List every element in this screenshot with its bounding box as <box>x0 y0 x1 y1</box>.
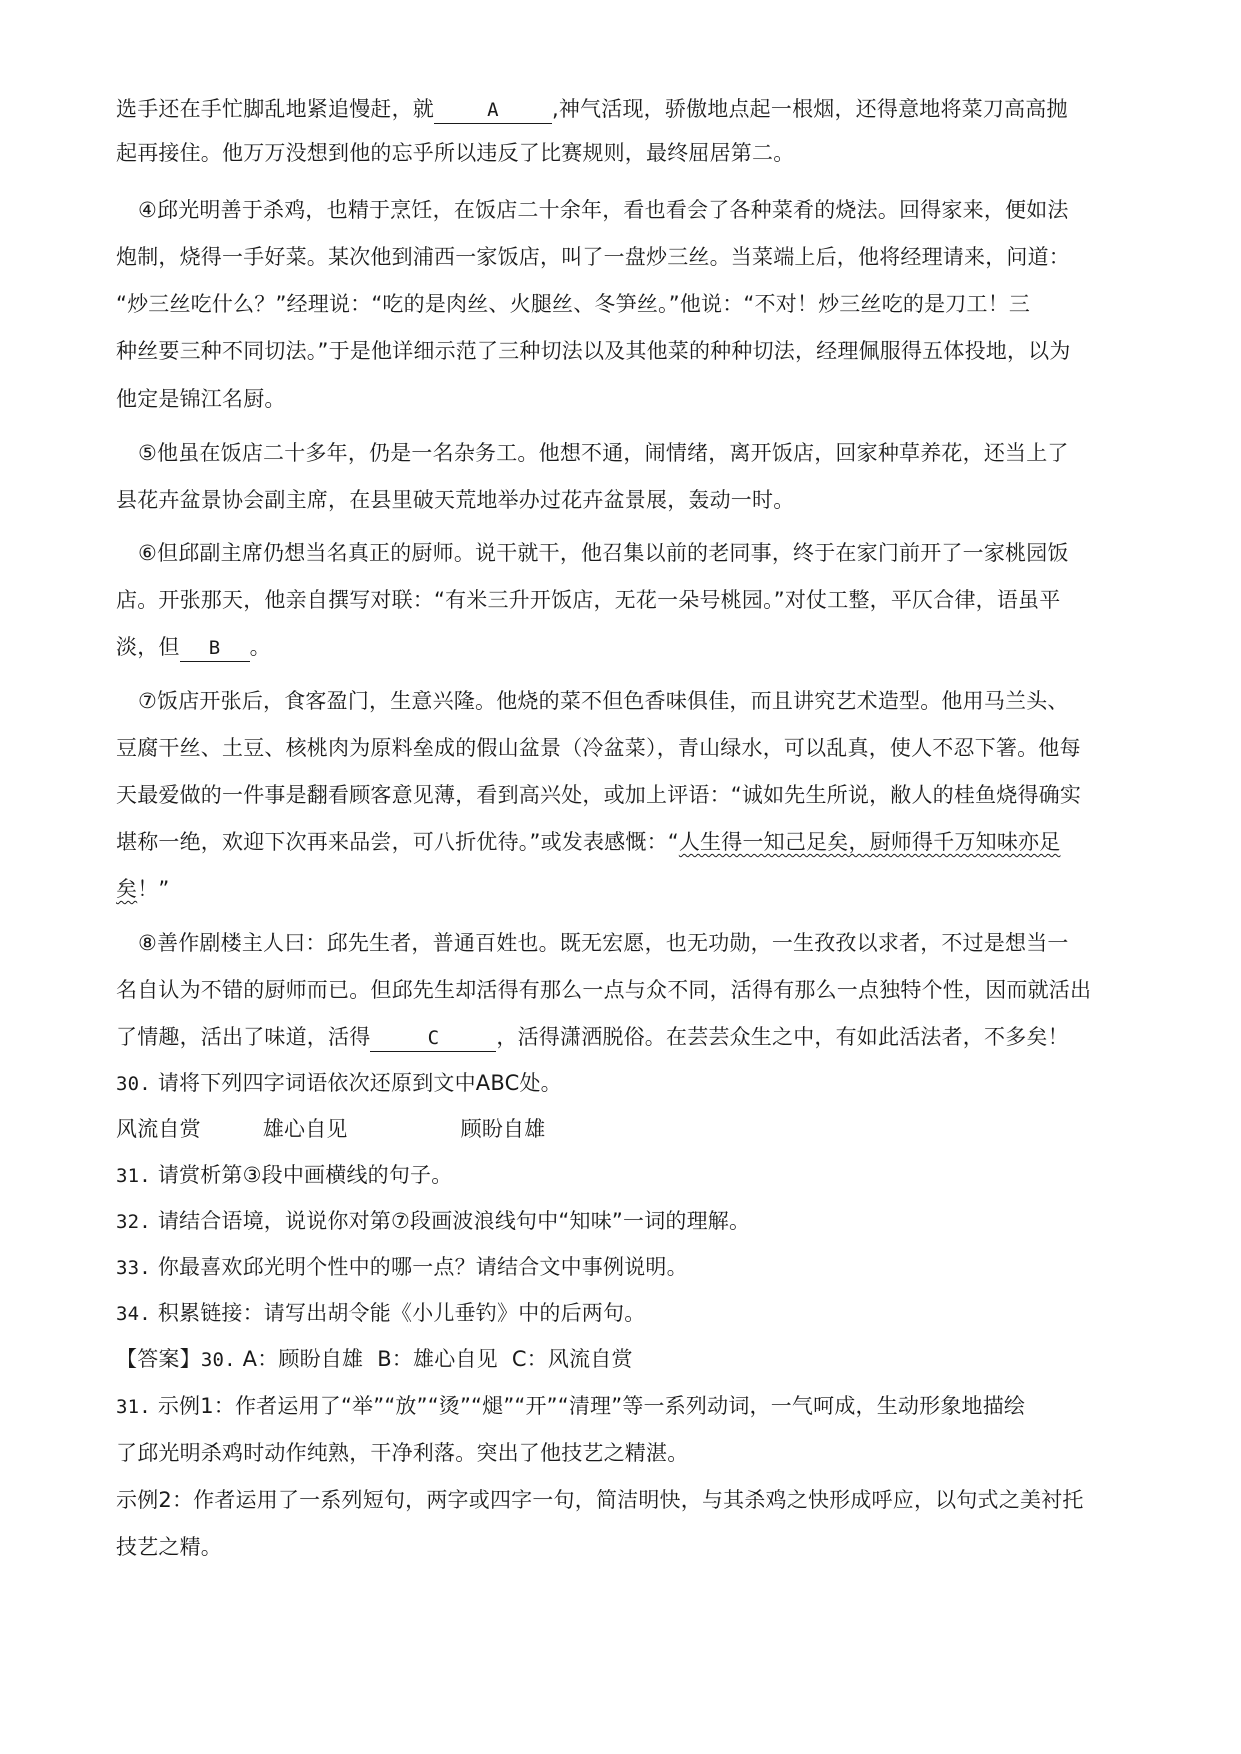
p7-line-5 <box>116 874 169 904</box>
word-option-2: 雄心自见 <box>262 1117 348 1141</box>
answer-30 <box>116 1344 633 1374</box>
p7-line-3: 天最爱做的一件事是翻看顾客意见薄，看到高兴处，或加上评语：“诚如先生所说，敝人的桂鱼烧得确实 <box>116 783 1082 807</box>
p5-line-1: ⑤他虽在饭店二十多年，仍是一名杂务工。他想不通，闹情绪，离开饭店，回家种草养花，还当上了 <box>138 441 1069 465</box>
p5-line-2: 县花卉盆景协会副主席，在县里破天荒地举办过花卉盆景展，轰动一时。 <box>116 488 795 512</box>
p7-line-1: ⑦饭店开张后，食客盈门，生意兴隆。他烧的菜不但色香味俱佳，而且讲究艺术造型。他用马兰头、 <box>138 689 1069 713</box>
p4-line-3: “炒三丝吃什么？”经理说：“吃的是肉丝、火腿丝、冬笋丝。”他说：“不对！炒三丝吃的是刀工！三 <box>116 292 1031 316</box>
p8-text-after-blank-c: ，活得潇洒脱俗。在芸芸众生之中，有如此活法者，不多矣！ <box>496 1025 1069 1049</box>
word-option-3: 顾盼自雄 <box>460 1117 546 1141</box>
p4-line-5: 他定是锦江名厨。 <box>116 387 286 411</box>
answer-31-line-1 <box>116 1391 1025 1421</box>
question-33-number: 33. <box>116 1257 151 1279</box>
question-30 <box>116 1068 562 1098</box>
p7-line-4 <box>116 827 1060 857</box>
p4-line-1: ④邱光明善于杀鸡，也精于烹饪，在饭店二十余年，看也看会了各种菜肴的烧法。回得家来，便如法 <box>138 198 1069 222</box>
answer-31-number: 31. <box>116 1396 151 1418</box>
word-options <box>116 1114 545 1144</box>
p8-line-3 <box>116 1022 1069 1052</box>
p8-line-1: ⑧善作剧楼主人曰：邱先生者，普通百姓也。既无宏愿，也无功勋，一生孜孜以求者，不过是想当一 <box>138 931 1069 955</box>
wavy-underlined-sentence-end: 矣 <box>116 877 138 901</box>
blank-c: C <box>370 1027 496 1052</box>
question-34 <box>116 1298 645 1328</box>
answer-30-c: C：风流自赏 <box>511 1347 633 1371</box>
blank-a: A <box>434 99 552 124</box>
answer-30-a: A：顾盼自雄 <box>242 1347 364 1371</box>
question-32-text: 请结合语境，说说你对第⑦段画波浪线句中“知味”一词的理解。 <box>157 1209 751 1233</box>
p8-text-before-blank-c: 了情趣，活出了味道，活得 <box>116 1025 371 1049</box>
p3-line-1 <box>116 94 1068 124</box>
p4-line-2: 炮制，烧得一手好菜。某次他到浦西一家饭店，叫了一盘炒三丝。当菜端上后，他将经理请来，问道： <box>116 245 1070 269</box>
p7-line-2: 豆腐干丝、土豆、核桃肉为原料垒成的假山盆景（冷盆菜），青山绿水，可以乱真，使人不忍下箸。他每 <box>116 736 1081 760</box>
p6-line-3 <box>116 632 271 662</box>
answer-tag: 【答案】 <box>116 1347 201 1371</box>
question-34-number: 34. <box>116 1303 151 1325</box>
p6-line-2: 店。开张那天，他亲自撰写对联：“有米三升开饭店，无花一朵号桃园。”对仗工整，平仄合律，语虽平 <box>116 588 1061 612</box>
p7-closing-quote: ！” <box>137 877 170 901</box>
question-33-text: 你最喜欢邱光明个性中的哪一点？请结合文中事例说明。 <box>157 1255 688 1279</box>
wavy-underlined-sentence: 人生得一知己足矣，厨师得千万知味亦足 <box>678 830 1061 854</box>
question-32 <box>116 1206 750 1236</box>
blank-b: B <box>180 637 250 662</box>
question-31-number: 31. <box>116 1165 151 1187</box>
question-33 <box>116 1252 688 1282</box>
p3-line-2: 起再接住。他万万没想到他的忘乎所以违反了比赛规则，最终屈居第二。 <box>116 141 795 165</box>
p6-text-before-blank-b: 淡，但 <box>116 635 180 659</box>
p8-line-2: 名自认为不错的厨师而已。但邱先生却活得有那么一点与众不同，活得有那么一点独特个性，因而就活出 <box>116 978 1092 1002</box>
question-32-number: 32. <box>116 1211 151 1233</box>
question-31 <box>116 1160 452 1190</box>
answer-31-example-2-line-2: 技艺之精。 <box>116 1535 222 1559</box>
p4-line-4: 种丝要三种不同切法。”于是他详细示范了三种切法以及其他菜的种种切法，经理佩服得五体投地，以为 <box>116 339 1071 363</box>
p3-text-before-blank-a: 选手还在手忙脚乱地紧追慢赶，就 <box>116 97 434 121</box>
answer-31-example-1-line-1: 示例1：作者运用了“举”“放”“烫”“煺”“开”“清理”等一系列动词，一气呵成，生动形象地描绘 <box>157 1394 1026 1418</box>
question-34-text: 积累链接：请写出胡令能《小儿垂钓》中的后两句。 <box>157 1301 646 1325</box>
answer-31-example-1-line-2: 了邱光明杀鸡时动作纯熟，干净利落。突出了他技艺之精湛。 <box>116 1441 689 1465</box>
answer-30-number: 30. <box>200 1349 236 1371</box>
answer-30-b: B：雄心自见 <box>377 1347 498 1371</box>
question-30-number: 30. <box>116 1073 151 1095</box>
p3-text-after-blank-a: ,神气活现，骄傲地点起一根烟，还得意地将菜刀高高抛 <box>552 97 1068 121</box>
word-option-1: 风流自赏 <box>116 1117 201 1141</box>
answer-31-example-2-line-1: 示例2：作者运用了一系列短句，两字或四字一句，简洁明快，与其杀鸡之快形成呼应，以句式之美衬托 <box>116 1488 1084 1512</box>
p7-text-before-wavy: 堪称一绝，欢迎下次再来品尝，可八折优待。”或发表感慨：“ <box>116 830 679 854</box>
question-31-text: 请赏析第③段中画横线的句子。 <box>157 1163 453 1187</box>
question-30-text: 请将下列四字词语依次还原到文中ABC处。 <box>157 1071 562 1095</box>
p6-line-1: ⑥但邱副主席仍想当名真正的厨师。说干就干，他召集以前的老同事，终于在家门前开了一家桃园饭 <box>138 541 1069 565</box>
p6-text-after-blank-b: 。 <box>249 635 271 659</box>
